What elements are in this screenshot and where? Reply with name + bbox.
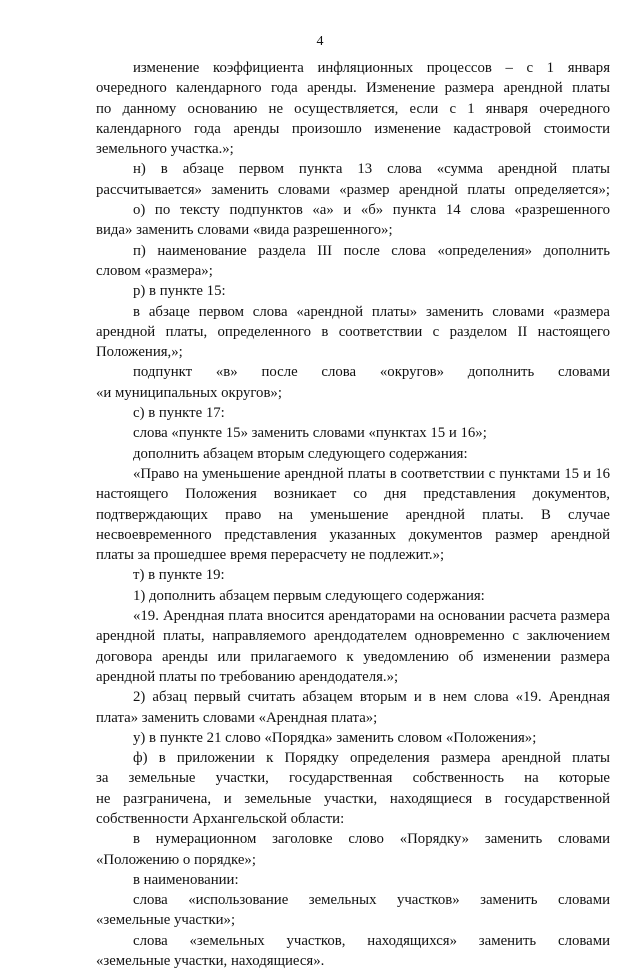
text-line: изменение коэффициента инфляционных процессов – с 1 января [133, 60, 610, 76]
text-line: календарного года аренды произошло изменение кадастровой стоимости [96, 120, 610, 137]
text-line: слова «пункте 15» заменить словами «пунктах 15 и 16»; [133, 425, 487, 442]
text-line: ф) в приложении к Порядку определения размера арендной платы [133, 750, 610, 767]
text-line: с) в пункте 17: [133, 405, 225, 422]
page-number: 4 [316, 34, 324, 49]
text-line: 1) дополнить абзацем первым следующего содержания: [133, 587, 485, 604]
text-line: в абзаце первом слова «арендной платы» заменить словами «размера [133, 303, 610, 320]
text-line: н) в абзаце первом пункта 13 слова «сумма арендной платы [133, 161, 610, 178]
text-line: «и муниципальных округов»; [96, 384, 282, 401]
text-line: очередного календарного года аренды. Изменение размера арендной платы [96, 80, 610, 97]
text-line: т) в пункте 19: [133, 567, 225, 584]
text-line: арендной платы, направляемого арендодателем одновременно с заключением [96, 628, 610, 645]
text-line: 2) абзац первый считать абзацем вторым и в нем слова «19. Арендная [133, 689, 610, 706]
text-line: слова «земельных участков, находящихся» заменить словами [133, 932, 610, 949]
text-line: несвоевременного представления указанных документов размер арендной [96, 526, 610, 543]
document-body [96, 58, 610, 971]
text-line: о) по тексту подпунктов «а» и «б» пункта 14 слова «разрешенного [133, 202, 610, 219]
text-line: подтверждающих право на уменьшение арендной платы. В случае [96, 506, 610, 523]
text-line: собственности Архангельской области: [96, 810, 345, 827]
text-line: арендной платы, определенного в соответствии с разделом II настоящего [96, 323, 610, 340]
text-line: «19. Арендная плата вносится арендаторами на основании расчета размера [133, 608, 610, 625]
text-line: платы за прошедшее время перерасчету не подлежит.»; [96, 547, 445, 564]
text-line: Положения,»; [96, 344, 183, 361]
text-line: договора аренды или прилагаемого к уведомлению об изменении размера [96, 648, 610, 665]
text-line: земельного участка.»; [96, 141, 234, 158]
text-line: по данному основанию не осуществляется, если с 1 января очередного [96, 100, 610, 117]
text-line: «Право на уменьшение арендной платы в соответствии с пунктами 15 и 16 [133, 465, 610, 482]
text-line: плата» заменить словами «Арендная плата»; [96, 709, 378, 726]
text-line: у) в пункте 21 слово «Порядка» заменить словом «Положения»; [133, 729, 537, 746]
text-line: рассчитывается» заменить словами «размер арендной платы определяется»; [96, 181, 610, 198]
text-line: подпункт «в» после слова «округов» дополнить словами [133, 364, 610, 381]
text-line: арендной платы по требованию арендодателя.»; [96, 668, 399, 685]
text-line: слова «использование земельных участков» заменить словами [133, 892, 610, 909]
text-line: в наименовании: [133, 871, 239, 888]
text-line: «земельные участки, находящиеся». [96, 953, 325, 970]
text-line: «земельные участки»; [96, 912, 236, 929]
text-line: п) наименование раздела III после слова «определения» дополнить [133, 242, 610, 259]
text-line: «Положению о порядке»; [96, 851, 256, 868]
text-line: р) в пункте 15: [133, 283, 226, 300]
text-line: настоящего Положения возникает со дня представления документов, [96, 486, 610, 503]
text-line: дополнить абзацем вторым следующего содержания: [133, 445, 468, 462]
text-line: вида» заменить словами «вида разрешенного»; [96, 222, 393, 239]
text-line: словом «размера»; [96, 262, 213, 279]
text-line: в нумерационном заголовке слово «Порядку» заменить словами [133, 831, 610, 848]
text-line: за земельные участки, государственная собственность на которые [96, 770, 610, 787]
text-line: не разграничена, и земельные участки, находящиеся в государственной [96, 790, 610, 807]
